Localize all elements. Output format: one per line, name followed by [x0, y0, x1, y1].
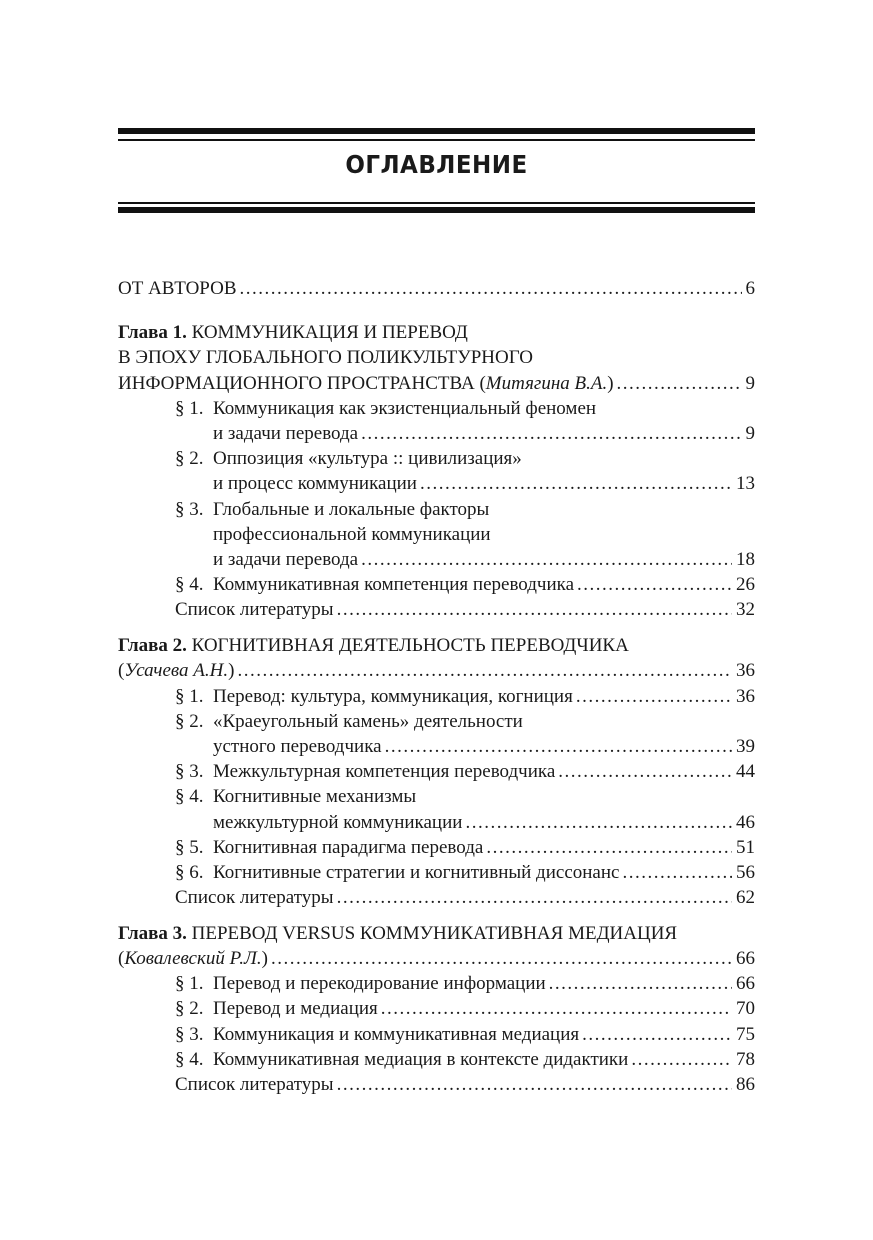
toc-entry: [175, 497, 755, 522]
header-rule-bottom-thick: [118, 207, 755, 213]
toc-entry-row: [118, 921, 755, 946]
toc-entry-text: (Усачева А.Н.): [118, 658, 237, 683]
toc-entry-row: [213, 471, 755, 496]
toc-entry-text: [175, 759, 558, 784]
toc-entry: [213, 734, 755, 759]
header-rule-top-thin: [118, 139, 755, 141]
toc-entry: [175, 996, 755, 1021]
section-title: Оппозиция «культура :: цивилизация»: [213, 448, 522, 470]
toc-entry-text: [175, 971, 549, 996]
section-number: § 3.: [175, 1023, 204, 1045]
dot-leader: [549, 971, 732, 996]
toc-entry: [118, 345, 755, 370]
toc-entry-row: [213, 810, 755, 835]
toc-entry-text: [175, 709, 526, 734]
toc-entry-text: [175, 684, 576, 709]
toc-entry-text: [175, 446, 525, 471]
dot-leader: [486, 835, 732, 860]
toc-entry: [175, 971, 755, 996]
toc-entry-text: [175, 996, 381, 1021]
toc-entry-row: [175, 784, 755, 809]
page-number: 75: [732, 1022, 755, 1047]
page-number: 66: [732, 971, 755, 996]
toc-entry-text: [118, 921, 680, 946]
toc-entry-row: [175, 996, 755, 1021]
section-title: Коммуникация как экзистенциальный феномен: [213, 397, 597, 419]
page-number: 6: [742, 276, 756, 301]
dot-leader: [582, 1022, 732, 1047]
dot-leader: [271, 946, 732, 971]
section-number: § 4.: [175, 1048, 204, 1070]
toc-entry-text: [213, 810, 465, 835]
section-number: § 2.: [175, 710, 204, 732]
toc-entry-text: [118, 276, 240, 301]
toc-entry-row: [175, 971, 755, 996]
toc-entry: [175, 885, 755, 910]
section-title: Коммуникация и коммуникативная медиация: [213, 1023, 580, 1045]
section-title: Когнитивные стратегии и когнитивный диссонанс: [213, 861, 620, 883]
toc-entry: [118, 633, 755, 658]
chapter-author: Ковалевский Р.Л.: [124, 948, 262, 969]
toc-entry: [175, 759, 755, 784]
dot-leader: [237, 658, 732, 683]
dot-leader: [420, 471, 732, 496]
references-label: Список литературы: [175, 887, 334, 909]
toc-entry-label: ОТ АВТОРОВ: [118, 278, 237, 299]
toc-entry-text: [213, 522, 494, 547]
toc-entry: [175, 597, 755, 622]
toc-entry-row: [118, 633, 755, 658]
section-number: § 2.: [175, 998, 204, 1020]
section-title: Коммуникативная компетенция переводчика: [213, 574, 575, 596]
toc-entry: [118, 276, 755, 301]
dot-leader: [576, 684, 732, 709]
toc-entry: [175, 1072, 755, 1097]
dot-leader: [337, 885, 732, 910]
chapter-author: Митягина В.А.: [485, 372, 608, 394]
toc-entry-text: [213, 547, 361, 572]
toc-entry-row: [175, 1072, 755, 1097]
toc-entry-text: [175, 784, 419, 809]
dot-leader: [361, 547, 732, 572]
section-title: Коммуникативная медиация в контексте дидактики: [213, 1048, 629, 1070]
page-number: 56: [732, 860, 755, 885]
page-number: 18: [732, 547, 755, 572]
page-number: 62: [732, 885, 755, 910]
references-label: Список литературы: [175, 599, 334, 621]
toc-entry-row: [213, 522, 755, 547]
dot-leader: [240, 276, 742, 301]
toc-entry-row: [175, 860, 755, 885]
toc-entry-row: [118, 345, 755, 370]
section-title: Межкультурная компетенция переводчика: [213, 761, 556, 783]
page-number: 78: [732, 1047, 755, 1072]
toc-entry-row: [175, 396, 755, 421]
page-number: 39: [732, 734, 755, 759]
dot-leader: [631, 1047, 732, 1072]
toc-entry-label: межкультурной коммуникации: [213, 811, 463, 833]
toc-entry-text: [118, 345, 536, 370]
toc-entry-row: [175, 885, 755, 910]
toc-entry-text: [175, 885, 337, 910]
toc-entry: [118, 371, 755, 396]
toc-entry: [213, 421, 755, 446]
toc-entry: [175, 860, 755, 885]
page-number: 70: [732, 996, 755, 1021]
page-title: ОГЛАВЛЕНИЕ: [345, 150, 528, 179]
toc-entry-row: [213, 421, 755, 446]
dot-leader: [337, 597, 732, 622]
toc-entry-text: [175, 497, 492, 522]
section-title: Перевод и медиация: [213, 998, 378, 1020]
toc-entry: [175, 684, 755, 709]
section-title: Когнитивная парадигма перевода: [213, 836, 484, 858]
dot-leader: [622, 860, 732, 885]
toc-entry: [118, 946, 755, 971]
page-number: 26: [732, 572, 755, 597]
header-rule-top-thick: [118, 128, 755, 134]
dot-leader: [385, 734, 732, 759]
toc-entry: [213, 810, 755, 835]
toc-entry-text: [118, 633, 632, 658]
header-rule-bottom-thin: [118, 202, 755, 204]
chapter-label: Глава 2.: [118, 635, 187, 657]
toc-entry-text: (Ковалевский Р.Л.): [118, 946, 271, 971]
section-number: § 4.: [175, 574, 204, 596]
toc-entry-label: и задачи перевода: [213, 549, 359, 570]
toc-entry-row: [213, 547, 755, 572]
toc-entry-row: [175, 684, 755, 709]
toc-entry-text: [175, 396, 599, 421]
toc-entry-label: устного переводчика: [213, 735, 382, 757]
toc-entry: [175, 709, 755, 734]
toc-entry-text: [175, 597, 337, 622]
page-number: 66: [732, 946, 755, 971]
chapter-title: КОММУНИКАЦИЯ И ПЕРЕВОД: [191, 322, 468, 344]
toc-entry-text: [118, 320, 471, 345]
chapter-author: Усачева А.Н.: [124, 660, 229, 682]
chapter-title: ПЕРЕВОД VERSUS КОММУНИКАТИВНАЯ МЕДИАЦИЯ: [191, 922, 678, 944]
toc-entry-row: [213, 734, 755, 759]
toc-entry-row: [175, 1047, 755, 1072]
toc-entry-text: [175, 572, 577, 597]
section-title: Когнитивные механизмы: [213, 786, 417, 808]
toc-entry: [175, 1022, 755, 1047]
toc-entry-row: [118, 658, 755, 683]
section-number: § 4.: [175, 786, 204, 808]
page-number: 9: [742, 371, 756, 396]
toc-entry: [175, 784, 755, 809]
toc-entry: [213, 547, 755, 572]
toc-entry: [118, 921, 755, 946]
section-number: § 1.: [175, 685, 204, 707]
toc-entry: [118, 658, 755, 683]
toc-entry: [175, 446, 755, 471]
section-number: § 6.: [175, 861, 204, 883]
dot-leader: [361, 421, 741, 446]
page-number: 46: [732, 810, 755, 835]
page-number: 51: [732, 835, 755, 860]
toc-entry-label: профессиональной коммуникации: [213, 523, 491, 545]
section-number: § 2.: [175, 448, 204, 470]
toc-entry-text: [213, 421, 361, 446]
toc-entry-label: и процесс коммуникации: [213, 473, 417, 495]
section-number: § 1.: [175, 973, 204, 995]
page-number: 32: [732, 597, 755, 622]
toc-entry-row: [175, 497, 755, 522]
toc-entry: [213, 522, 755, 547]
toc-entry-row: [118, 946, 755, 971]
toc-entry-row: [175, 709, 755, 734]
page-number: 86: [732, 1072, 755, 1097]
toc-entry: [175, 396, 755, 421]
chapter-label: Глава 1.: [118, 322, 187, 344]
toc-entry-text: [175, 835, 486, 860]
toc-entry-row: [175, 572, 755, 597]
dot-leader: [577, 572, 732, 597]
section-number: § 3.: [175, 761, 204, 783]
toc-entry-label: В ЭПОХУ ГЛОБАЛЬНОГО ПОЛИКУЛЬТУРНОГО: [118, 347, 533, 369]
page-number: 44: [732, 759, 755, 784]
toc-entry: [175, 1047, 755, 1072]
section-title: Глобальные и локальные факторы: [213, 498, 490, 520]
dot-leader: [558, 759, 732, 784]
section-title: Перевод и перекодирование информации: [213, 973, 546, 995]
section-title: Перевод: культура, коммуникация, когниция: [213, 685, 573, 707]
toc-entry: [175, 572, 755, 597]
page-number: 36: [732, 684, 755, 709]
toc-entry-text: [175, 1047, 631, 1072]
page-number: 13: [732, 471, 755, 496]
toc-entry-text: [213, 471, 420, 496]
chapter-label: Глава 3.: [118, 922, 187, 944]
toc-entry-text: [175, 1022, 582, 1047]
section-title: «Краеугольный камень» деятельности: [213, 710, 523, 732]
toc-entry-row: [175, 597, 755, 622]
dot-leader: [465, 810, 732, 835]
toc-entry-row: [118, 320, 755, 345]
toc-entry-text: [175, 860, 622, 885]
dot-leader: [337, 1072, 732, 1097]
section-number: § 5.: [175, 836, 204, 858]
toc-entry-row: [175, 446, 755, 471]
references-label: Список литературы: [175, 1074, 334, 1095]
page-number: 9: [742, 421, 756, 446]
chapter-title: КОГНИТИВНАЯ ДЕЯТЕЛЬНОСТЬ ПЕРЕВОДЧИКА: [191, 635, 629, 657]
page-number: 36: [732, 658, 755, 683]
section-number: § 1.: [175, 397, 204, 419]
toc-entry-text: [213, 734, 385, 759]
toc-entry-label: и задачи перевода: [213, 423, 359, 444]
chapter-title: ИНФОРМАЦИОННОГО ПРОСТРАНСТВА: [118, 372, 475, 394]
toc-entry-row: [118, 276, 755, 301]
section-number: § 3.: [175, 498, 204, 520]
toc-entry-row: [175, 759, 755, 784]
dot-leader: [381, 996, 732, 1021]
toc-entry: [118, 320, 755, 345]
dot-leader: [617, 371, 742, 396]
toc-entry-row: [175, 1022, 755, 1047]
toc-entry-text: [175, 1072, 337, 1097]
toc-entry: [213, 471, 755, 496]
toc-entry-row: [175, 835, 755, 860]
toc-entry: [175, 835, 755, 860]
toc-entry-row: [118, 371, 755, 396]
toc-entry-text: ИНФОРМАЦИОННОГО ПРОСТРАНСТВА (Митягина В.А.): [118, 371, 617, 396]
